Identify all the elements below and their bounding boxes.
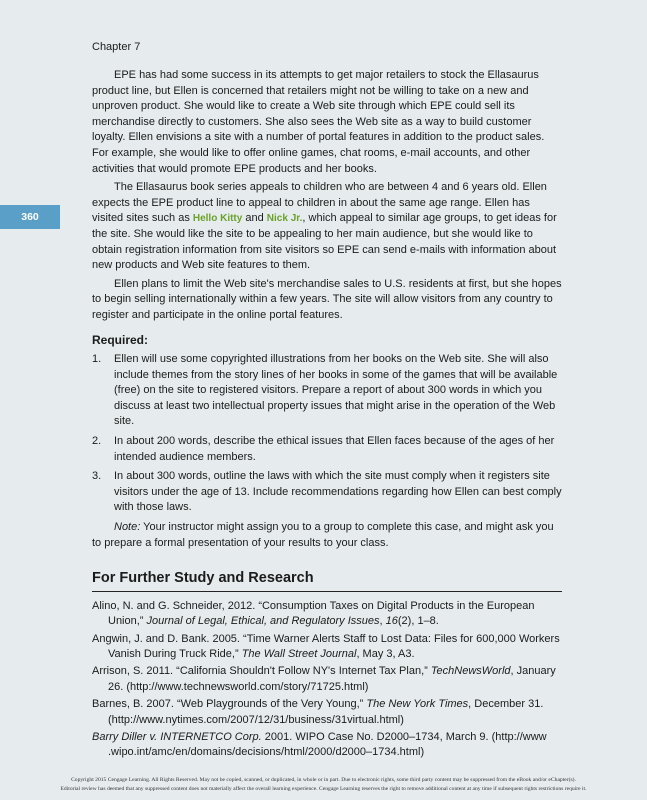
item-text: In about 200 words, describe the ethical issues that Ellen faces because of the ages of her intended audience members.: [114, 435, 555, 463]
ref-text: ,: [379, 615, 386, 628]
ref-text: , December 31. (http://www.nytimes.com/2007/12/31/business/31virtual.html): [108, 698, 544, 726]
paragraph-1: EPE has had some success in its attempts to get major retailers to stock the Ellasaurus product line, but Ellen is concerned that retailers might not be willing to take on a new and unproven product. She would like to create a Web site through which EPE could sell its merchandise directly to customers. She also sees the Web site as a way to build customer loyalty. Ellen envisions a site with a number of portal features in addition to the product sales. For example, she would like to offer online games, chat rooms, e-mail accounts, and other activities that would promote EPE products and her books.: [92, 69, 545, 175]
paragraph-2: [92, 180, 562, 274]
required-item-2: [92, 434, 562, 465]
required-item-1: [92, 352, 562, 430]
paragraph-2-text-b: and: [242, 212, 267, 225]
reference-entry: [92, 599, 562, 630]
copyright-footer: [20, 776, 627, 794]
keyword-hello-kitty[interactable]: Hello Kitty: [192, 213, 243, 225]
ref-text: , January 26. (http://www.technewsworld.com/story/71725.html): [108, 665, 556, 693]
section-heading-further-study: For Further Study and Research: [92, 571, 562, 592]
keyword-nick-jr[interactable]: Nick Jr.: [266, 213, 303, 225]
item-text: In about 300 words, outline the laws with which the site must comply when it registers site visitors under the age of 13. Include recommendations regarding how Ellen can best comply with those laws.: [114, 470, 562, 514]
paragraph-2-text-c: , which appeal to similar age groups, to get ideas for the site. She would like the site to be appealing to her main audience, but she would like to obtain registration information from site visitors so EPE can send e-mails with information about new products and Web site features to them.: [92, 212, 557, 272]
paragraph-2-text-a: The Ellasaurus book series appeals to children who are between 4 and 6 years old. Ellen expects the EPE product line to appeal to children in about the same age range. Ellen has visited sites such as: [92, 181, 547, 225]
ref-text: Barnes, B. 2007. “Web Playgrounds of the Very Young,”: [92, 698, 367, 711]
note-label: Note:: [114, 521, 141, 534]
required-heading: Required:: [92, 332, 149, 347]
note-text: Your instructor might assign you to a group to complete this case, and might ask you to prepare a formal presentation of your results to your class.: [92, 521, 554, 549]
ref-italic: The New York Times: [366, 698, 469, 711]
paragraph-3: Ellen plans to limit the Web site's merchandise sales to U.S. residents at first, but she hopes to begin selling internationally within a few years. The site will allow visitors from any country to register and participate in the online portal features.: [92, 277, 562, 321]
ref-italic: 16: [385, 615, 398, 628]
reference-entry: [92, 632, 562, 663]
item-number: 3.: [92, 470, 102, 483]
ref-italic: The Wall Street Journal: [241, 648, 357, 661]
ref-text: Angwin, J. and D. Bank. 2005. “Time Warner Alerts Staff to Lost Data: Files for 600,000 Workers Vanish During Truck Ride,”: [92, 632, 560, 661]
page-number-tab: 360: [0, 205, 60, 229]
ref-italic: TechNewsWorld: [430, 665, 511, 678]
ref-italic: Journal of Legal, Ethical, and Regulatory Issues: [146, 615, 380, 628]
item-text: Ellen will use some copyrighted illustrations from her books on the Web site. She will also include themes from the story lines of her books in some of the games that will be available (free) on the site to registered visitors. Prepare a report of about 300 words in which you discuss at least two intellectual property issues that might arise in the operation of the Web site.: [114, 353, 558, 428]
ref-text: Arrison, S. 2011. “California Shouldn't Follow NY's Internet Tax Plan,”: [92, 665, 431, 678]
footer-line-2: Editorial review has deemed that any suppressed content does not materially affect the overall learning experience. Cengage Learning reserves the right to remove additional content at any time if subsequent rights restrictions require it.: [60, 786, 587, 792]
main-content: [92, 68, 562, 763]
item-number: 1.: [92, 353, 102, 366]
reference-entry: [92, 730, 562, 761]
required-list: [92, 352, 562, 516]
footer-line-1: Copyright 2015 Cengage Learning. All Rights Reserved. May not be copied, scanned, or duplicated, in whole or in part. Due to electronic rights, some third party content may be suppressed from the eBook and/or eChapter(s).: [71, 777, 576, 783]
ref-text: (2), 1–8.: [397, 615, 439, 628]
required-item-3: [92, 469, 562, 516]
instructor-note: [92, 520, 562, 551]
chapter-header: Chapter 7: [92, 41, 141, 53]
ref-text: Alino, N. and G. Schneider, 2012. “Consumption Taxes on Digital Products in the European Union,”: [92, 599, 535, 628]
ref-italic: Barry Diller v. INTERNETCO Corp.: [92, 731, 262, 744]
ref-text: 2001. WIPO Case No. D2000–1734, March 9. (http://www .wipo.int/amc/en/domains/decisions/html/2000/d2000–1734.html): [108, 731, 547, 759]
reference-entry: [92, 697, 562, 728]
item-number: 2.: [92, 435, 102, 448]
reference-entry: [92, 664, 562, 695]
ref-text: , May 3, A3.: [356, 648, 415, 661]
